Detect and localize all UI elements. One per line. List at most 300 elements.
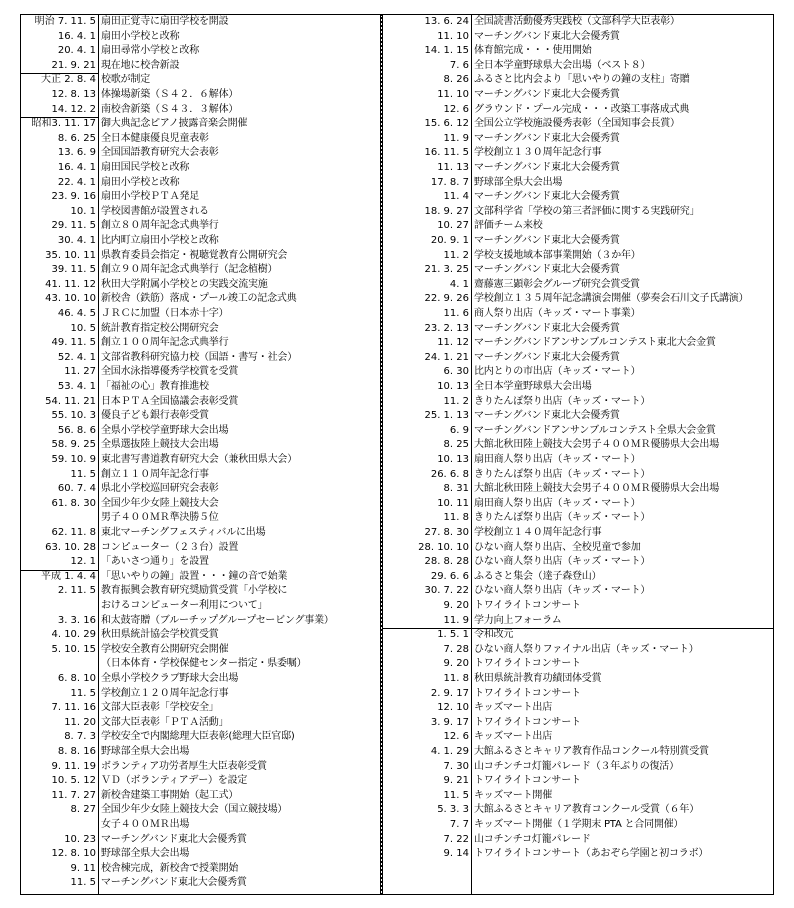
row-date: 7. 11. 16 bbox=[51, 702, 96, 714]
row-date: 2. 9. 17 bbox=[430, 687, 469, 699]
row-event: 扇田国民学校と改称 bbox=[101, 162, 190, 173]
history-row bbox=[21, 278, 380, 293]
row-event: 学校創立１４０周年記念行事 bbox=[474, 527, 602, 538]
row-date: 28. 10. 10 bbox=[418, 541, 469, 553]
row-date: 29. 6. 6 bbox=[430, 570, 469, 582]
history-row bbox=[21, 263, 380, 278]
history-row bbox=[383, 628, 773, 643]
row-event: 扇田商人祭り出店（キッズ・マート） bbox=[474, 454, 641, 465]
row-event: ひない商人祭り出店、全校児童で参加 bbox=[474, 541, 641, 553]
row-date: 11. 20 bbox=[64, 716, 96, 728]
row-event: 東北マーチングフェスティバルに出場 bbox=[101, 527, 266, 538]
row-date: 25. 1. 13 bbox=[424, 410, 469, 422]
row-date: 13. 6. 24 bbox=[424, 16, 469, 27]
history-row bbox=[383, 30, 773, 45]
history-row bbox=[383, 336, 773, 351]
history-row bbox=[383, 395, 773, 410]
history-row bbox=[383, 190, 773, 205]
history-row bbox=[21, 15, 380, 30]
history-row bbox=[383, 409, 773, 424]
row-event: 評価チーム来校 bbox=[474, 220, 543, 232]
row-event: 全県選抜陸上競技大会出場 bbox=[101, 439, 219, 451]
history-row bbox=[383, 774, 773, 789]
row-event: 優良子ども銀行表彰受賞 bbox=[101, 410, 209, 422]
row-event: マーチングバンド東北大会優秀賞 bbox=[474, 322, 620, 334]
row-event: 学力向上フォーラム bbox=[474, 614, 562, 626]
row-date: 3. 9. 17 bbox=[430, 716, 469, 728]
row-event: 新校舎建築工事開始（起工式） bbox=[101, 789, 239, 801]
history-row bbox=[21, 599, 380, 614]
history-row bbox=[21, 774, 380, 789]
row-event: マーチングバンド東北大会優秀賞 bbox=[474, 191, 620, 203]
row-event: 創立１１０周年記念行事 bbox=[101, 468, 209, 480]
row-event: マーチングバンド東北大会優秀賞 bbox=[474, 235, 620, 246]
row-event: 扇田尋常小学校と改称 bbox=[101, 45, 199, 57]
row-date: 11. 5 bbox=[70, 877, 96, 889]
history-row bbox=[383, 760, 773, 775]
row-event: 大館ふるさとキャリア教育コンクール受賞（６年） bbox=[474, 804, 699, 816]
history-row bbox=[383, 365, 773, 380]
row-event: マーチングバンド東北大会優秀賞 bbox=[474, 132, 620, 144]
row-event: キッズマート出店 bbox=[474, 731, 552, 743]
history-row bbox=[383, 15, 773, 30]
history-row bbox=[383, 73, 773, 88]
row-date: 8. 26 bbox=[443, 74, 469, 86]
row-event: 秋田大学附属小学校との実践交流実施 bbox=[101, 278, 268, 290]
row-date: 11. 8 bbox=[443, 673, 469, 684]
row-date: 26. 6. 8 bbox=[430, 468, 469, 480]
row-date: 8. 8. 16 bbox=[57, 746, 96, 757]
row-event: 県北小学校巡回研究会表彰 bbox=[101, 483, 219, 495]
era-separator bbox=[21, 117, 99, 118]
history-row bbox=[383, 789, 773, 804]
row-event: 全県小学校クラブ野球大会出場 bbox=[101, 673, 239, 684]
row-event: トワイライトコンサート bbox=[474, 687, 581, 699]
history-row bbox=[383, 117, 773, 132]
history-row bbox=[21, 424, 380, 439]
row-event: キッズマート出店 bbox=[474, 702, 552, 714]
row-event: 比内とりの市出店（キッズ・マート） bbox=[474, 366, 641, 378]
row-date: 21. 9. 21 bbox=[51, 59, 96, 71]
row-date: 11. 9 bbox=[443, 132, 469, 144]
history-row bbox=[383, 511, 773, 526]
history-row bbox=[383, 219, 773, 234]
history-row bbox=[21, 862, 380, 877]
row-event: 秋田県統計協会学校賞受賞 bbox=[101, 629, 219, 641]
row-event: 野球部全県大会出場 bbox=[101, 746, 190, 757]
history-row bbox=[383, 657, 773, 672]
history-row bbox=[21, 73, 380, 88]
history-row bbox=[383, 438, 773, 453]
row-date: 16. 4. 1 bbox=[57, 162, 96, 173]
history-row bbox=[21, 146, 380, 161]
row-date: 11. 27 bbox=[64, 366, 96, 378]
row-date: 6. 8. 10 bbox=[57, 673, 96, 684]
history-row bbox=[21, 234, 380, 249]
row-date: 16. 4. 1 bbox=[57, 30, 96, 42]
row-event: マーチングバンド東北大会優秀賞 bbox=[474, 410, 620, 422]
row-event: 文部省教科研究協力校（国語・書写・社会） bbox=[101, 351, 297, 363]
row-event: 学校図書館が設置される bbox=[101, 205, 209, 217]
history-row bbox=[383, 380, 773, 395]
row-date: 12. 1 bbox=[70, 556, 96, 568]
row-event: 女子４００ＭＲ出場 bbox=[101, 819, 190, 830]
history-row bbox=[21, 526, 380, 541]
row-event: きりたんぽ祭り出店（キッズ・マート） bbox=[474, 512, 651, 524]
row-date: 49. 11. 5 bbox=[51, 337, 96, 349]
history-row bbox=[21, 730, 380, 745]
row-date: 明治 7. 11. 5 bbox=[34, 16, 96, 27]
row-event: 全国水泳指導優秀学校賞を受賞 bbox=[101, 366, 239, 378]
row-event: 学校創立１３０周年記念行事 bbox=[474, 147, 602, 159]
row-date: 14. 12. 2 bbox=[51, 103, 96, 115]
history-row bbox=[21, 745, 380, 760]
row-date: 28. 8. 28 bbox=[424, 556, 469, 568]
row-date: 18. 9. 27 bbox=[424, 205, 469, 217]
row-date: 46. 4. 5 bbox=[57, 308, 96, 319]
row-date: 11. 6 bbox=[443, 308, 469, 319]
row-event: 学校支援地域本部事業開始（３か年） bbox=[474, 249, 641, 261]
history-row bbox=[21, 628, 380, 643]
history-row bbox=[21, 453, 380, 468]
row-date: 9. 21 bbox=[443, 775, 469, 787]
row-date: 11. 2 bbox=[443, 395, 469, 407]
row-event: ふるさと比内会より「思いやりの鐘の支柱」寄贈 bbox=[474, 74, 690, 86]
row-date: 12. 10 bbox=[437, 702, 469, 714]
row-event: 全日本学童野球県大会出場（ベスト８） bbox=[474, 59, 651, 71]
history-row bbox=[21, 88, 380, 103]
row-event: 県教育委員会指定・視聴覚教育公開研究会 bbox=[101, 249, 288, 261]
row-date: 43. 10. 10 bbox=[45, 293, 96, 305]
row-event: 日本ＰＴＡ全国協議会表彰受賞 bbox=[101, 395, 239, 407]
history-row bbox=[383, 249, 773, 264]
history-row bbox=[21, 30, 380, 45]
history-row bbox=[383, 263, 773, 278]
row-date: 7. 7 bbox=[449, 819, 469, 830]
history-row bbox=[21, 219, 380, 234]
history-row bbox=[383, 570, 773, 585]
row-date: 7. 6 bbox=[449, 59, 469, 71]
history-row bbox=[383, 424, 773, 439]
row-event: コンピューター（２３台）設置 bbox=[101, 541, 239, 553]
row-date: 9. 11 bbox=[70, 862, 96, 874]
row-event: 山コチンチコ灯籠パレード（３年ぶりの復活） bbox=[474, 760, 679, 772]
history-row bbox=[21, 541, 380, 556]
row-event: きりたんぽ祭り出店（キッズ・マート） bbox=[474, 395, 651, 407]
row-date: 14. 1. 15 bbox=[424, 45, 469, 57]
history-row bbox=[21, 292, 380, 307]
row-event: 令和改元 bbox=[474, 629, 514, 641]
row-event: 全国少年少女陸上競技大会（国立競技場） bbox=[101, 804, 288, 816]
row-date: 5. 10. 15 bbox=[51, 643, 96, 655]
row-event: トワイライトコンサート bbox=[474, 658, 581, 670]
row-date: 9. 11. 19 bbox=[51, 760, 96, 772]
row-event: 大館ふるさとキャリア教育作品コンクール特別賞受賞 bbox=[474, 746, 709, 757]
row-event: キッズマート開催 bbox=[474, 789, 552, 801]
row-date: 20. 4. 1 bbox=[57, 45, 96, 57]
row-date: 10. 5 bbox=[70, 322, 96, 334]
history-row bbox=[383, 701, 773, 716]
row-event: 秋田県統計教育功績団体受賞 bbox=[474, 673, 602, 684]
row-date: 昭和3. 11. 17 bbox=[31, 118, 96, 130]
row-event: マーチングバンド東北大会優秀賞 bbox=[474, 30, 620, 42]
history-row bbox=[21, 322, 380, 337]
history-row bbox=[21, 701, 380, 716]
row-date: 30. 7. 22 bbox=[424, 585, 469, 597]
row-date: 8. 27 bbox=[70, 804, 96, 816]
row-date: 58. 9. 25 bbox=[51, 439, 96, 451]
history-row bbox=[383, 292, 773, 307]
row-event: ひない商人祭りファイナル出店（キッズ・マート） bbox=[474, 643, 699, 655]
row-date: 8. 25 bbox=[443, 439, 469, 451]
history-row bbox=[383, 468, 773, 483]
history-row bbox=[383, 351, 773, 366]
row-date: 10. 1 bbox=[70, 205, 96, 217]
history-row bbox=[21, 336, 380, 351]
row-event: 全国公立学校施設優秀表彰（全国知事会長賞） bbox=[474, 118, 680, 130]
row-event: 全国読書活動優秀実践校（文部科学大臣表彰） bbox=[474, 16, 680, 27]
row-event: 御大典記念ピアノ披露音楽会開催 bbox=[101, 118, 248, 130]
row-date: 4. 1. 29 bbox=[430, 746, 469, 757]
history-row bbox=[383, 555, 773, 570]
row-date: 12. 6 bbox=[443, 103, 469, 115]
history-row bbox=[21, 847, 380, 862]
row-date: 10. 13 bbox=[437, 454, 469, 465]
history-row bbox=[383, 278, 773, 293]
row-date: 8. 7. 3 bbox=[64, 731, 96, 743]
row-date: 11. 2 bbox=[443, 249, 469, 261]
row-event: 全国少年少女陸上競技大会 bbox=[101, 497, 219, 509]
history-row bbox=[383, 687, 773, 702]
row-event: 野球部全県大会出場 bbox=[101, 848, 190, 860]
history-row bbox=[383, 176, 773, 191]
history-row bbox=[21, 760, 380, 775]
row-date: 平成 1. 4. 4 bbox=[41, 570, 96, 582]
history-row bbox=[21, 205, 380, 220]
row-event: マーチングバンド東北大会優秀賞 bbox=[474, 264, 620, 276]
row-event: 大館北秋田陸上競技大会男子４００ＭＲ優勝県大会出場 bbox=[474, 439, 719, 451]
row-date: 29. 11. 5 bbox=[51, 220, 96, 232]
row-date: 7. 22 bbox=[443, 833, 469, 845]
history-row bbox=[383, 161, 773, 176]
row-event: 全国国語教育研究大会表彰 bbox=[101, 147, 219, 159]
row-event: ＪＲＣに加盟（日本赤十字） bbox=[101, 308, 229, 319]
history-row bbox=[21, 380, 380, 395]
row-event: ボランティア功労者厚生大臣表彰受賞 bbox=[101, 760, 267, 772]
history-row bbox=[383, 146, 773, 161]
row-date: 11. 5 bbox=[70, 687, 96, 699]
row-event: 学校創立１３５周年記念講演会開催（夢奏会石川文子氏講演） bbox=[474, 293, 749, 305]
row-event: 体操場新築（Ｓ４２．６解体） bbox=[101, 89, 239, 100]
row-date: 56. 8. 6 bbox=[57, 424, 96, 436]
row-date: 10. 5. 12 bbox=[51, 775, 96, 787]
row-date: 30. 4. 1 bbox=[57, 235, 96, 246]
row-event: 学校創立１２０周年記念行事 bbox=[101, 687, 229, 699]
row-date: 12. 6 bbox=[443, 731, 469, 743]
row-date: 39. 11. 5 bbox=[51, 264, 96, 276]
row-date: 2. 11. 5 bbox=[57, 585, 96, 597]
row-date: 12. 8. 13 bbox=[51, 89, 96, 100]
row-date: 5. 3. 3 bbox=[437, 804, 469, 816]
row-date: 9. 20 bbox=[443, 658, 469, 670]
row-event: マーチングバンドアンサンブルコンテスト全県大会金賞 bbox=[474, 424, 716, 436]
row-event: 創立１００周年記念式典挙行 bbox=[101, 337, 229, 349]
row-event: 和太鼓寄贈（ブルーチップグループセービング事業） bbox=[101, 614, 334, 626]
history-row bbox=[21, 803, 380, 818]
row-event: 大館北秋田陸上競技大会男子４００ＭＲ優勝県大会出場 bbox=[474, 483, 719, 495]
row-date: 7. 30 bbox=[443, 760, 469, 772]
row-date: 21. 3. 25 bbox=[424, 264, 469, 276]
history-row bbox=[383, 205, 773, 220]
row-event: トワイライトコンサート bbox=[474, 600, 581, 611]
row-event: 東北書写書道教育研究大会（兼秋田県大会） bbox=[101, 454, 297, 465]
history-row bbox=[21, 789, 380, 804]
row-event: 扇田小学校と改称 bbox=[101, 176, 180, 188]
history-row bbox=[21, 438, 380, 453]
row-date: 8. 31 bbox=[443, 483, 469, 495]
row-event: 扇田商人祭り出店（キッズ・マート） bbox=[474, 497, 641, 509]
history-row bbox=[383, 643, 773, 658]
row-date: 35. 10. 11 bbox=[45, 249, 96, 261]
history-row bbox=[21, 482, 380, 497]
history-row bbox=[21, 614, 380, 629]
row-event: 文部大臣表彰「学校安全」 bbox=[101, 702, 219, 714]
history-row bbox=[383, 803, 773, 818]
row-event: 全日本学童野球県大会出場 bbox=[474, 381, 592, 392]
history-row bbox=[383, 730, 773, 745]
history-row bbox=[383, 132, 773, 147]
row-event: きりたんぽ祭り出店（キッズ・マート） bbox=[474, 468, 651, 480]
history-table-right bbox=[382, 14, 774, 895]
history-row bbox=[21, 44, 380, 59]
row-event: 体育館完成・・・使用開始 bbox=[474, 45, 592, 57]
row-event: 「あいさつ通り」を設置 bbox=[101, 556, 209, 568]
history-row bbox=[21, 584, 380, 599]
row-date: 15. 6. 12 bbox=[424, 118, 469, 130]
row-date: 10. 11 bbox=[437, 497, 469, 509]
row-event: 商人祭り出店（キッズ・マート事業） bbox=[474, 308, 641, 319]
row-date: 55. 10. 3 bbox=[51, 410, 96, 422]
row-event: 扇田正覚寺に扇田学校を開設 bbox=[101, 16, 229, 27]
history-row bbox=[21, 132, 380, 147]
era-separator bbox=[21, 570, 99, 571]
history-row bbox=[383, 745, 773, 760]
row-date: 22. 9. 26 bbox=[424, 293, 469, 305]
row-date: 11. 5 bbox=[70, 468, 96, 480]
row-event: トワイライトコンサート bbox=[474, 775, 581, 787]
row-date: 10. 27 bbox=[437, 220, 469, 232]
history-row bbox=[21, 103, 380, 118]
row-event: キッズマート開催（１学期末 PTA と合同開催） bbox=[474, 819, 684, 830]
history-row bbox=[383, 497, 773, 512]
row-date: 22. 4. 1 bbox=[57, 176, 96, 188]
history-row bbox=[21, 176, 380, 191]
history-row bbox=[383, 88, 773, 103]
history-row bbox=[21, 497, 380, 512]
history-row bbox=[383, 482, 773, 497]
row-event: （日本体育・学校保健センター指定・県委嘱） bbox=[101, 658, 307, 670]
row-event: 「思いやりの鐘」設置・・・鐘の音で始業 bbox=[101, 570, 288, 582]
row-event: 教育振興会教育研究奨励賞受賞「小学校に bbox=[101, 585, 288, 597]
history-row bbox=[21, 249, 380, 264]
history-row bbox=[21, 59, 380, 74]
history-row bbox=[383, 234, 773, 249]
history-row bbox=[21, 468, 380, 483]
history-row bbox=[21, 395, 380, 410]
row-event: 全県小学校学童野球大会出場 bbox=[101, 424, 229, 436]
row-event: 創立８０周年記念式典挙行 bbox=[101, 220, 219, 232]
row-event: 比内町立扇田小学校と改称 bbox=[101, 235, 219, 246]
row-event: 校舎棟完成，新校舎で授業開始 bbox=[101, 862, 239, 874]
row-event: 野球部全県大会出場 bbox=[474, 176, 563, 188]
row-date: 6. 9 bbox=[449, 424, 469, 436]
row-event: 「福祉の心」教育推進校 bbox=[101, 381, 209, 392]
row-date: 13. 6. 9 bbox=[57, 147, 96, 159]
row-event: おけるコンピューター利用について」 bbox=[101, 600, 268, 611]
row-date: 59. 10. 9 bbox=[51, 454, 96, 465]
row-event: マーチングバンド東北大会優秀賞 bbox=[474, 162, 620, 173]
row-event: マーチングバンド東北大会優秀賞 bbox=[101, 877, 247, 889]
row-date: 54. 11. 21 bbox=[45, 395, 96, 407]
row-date: 大正 2. 8. 4 bbox=[41, 74, 96, 86]
history-row bbox=[383, 584, 773, 599]
row-date: 11. 9 bbox=[443, 614, 469, 626]
row-date: 11. 10 bbox=[437, 30, 469, 42]
row-event: マーチングバンド東北大会優秀賞 bbox=[474, 351, 620, 363]
row-date: 6. 30 bbox=[443, 366, 469, 378]
row-date: 3. 3. 16 bbox=[57, 614, 96, 626]
row-event: 男子４００ＭＲ準決勝５位 bbox=[101, 512, 219, 524]
history-row bbox=[21, 511, 380, 526]
history-row bbox=[21, 161, 380, 176]
row-date: 12. 8. 10 bbox=[51, 848, 96, 860]
history-row bbox=[21, 672, 380, 687]
row-event: 現在地に校舎新設 bbox=[101, 59, 180, 71]
row-date: 4. 10. 29 bbox=[51, 629, 96, 641]
row-event: トワイライトコンサート（あおぞら学園と初コラボ） bbox=[474, 848, 709, 860]
history-row bbox=[383, 862, 773, 877]
history-row bbox=[21, 833, 380, 848]
history-row bbox=[383, 672, 773, 687]
history-row bbox=[21, 657, 380, 672]
row-date: 11. 7. 27 bbox=[51, 789, 96, 801]
row-event: マーチングバンド東北大会優秀賞 bbox=[474, 89, 620, 100]
history-row bbox=[21, 555, 380, 570]
era-separator bbox=[21, 73, 99, 74]
history-row bbox=[21, 365, 380, 380]
row-event: ひない商人祭り出店（キッズ・マート） bbox=[474, 556, 651, 568]
row-date: 9. 14 bbox=[443, 848, 469, 860]
history-row bbox=[383, 453, 773, 468]
history-row bbox=[383, 818, 773, 833]
row-event: 創立９０周年記念式典挙行（記念植樹） bbox=[101, 264, 278, 276]
history-row bbox=[21, 818, 380, 833]
row-event: 学校安全教育公開研究会開催 bbox=[101, 643, 229, 655]
history-row bbox=[21, 716, 380, 731]
history-row bbox=[383, 716, 773, 731]
row-event: トワイライトコンサート bbox=[474, 716, 581, 728]
row-event: 文部大臣表彰「ＰＴＡ活動」 bbox=[101, 716, 229, 728]
history-row bbox=[21, 687, 380, 702]
history-row bbox=[383, 526, 773, 541]
row-event: マーチングバンド東北大会優秀賞 bbox=[101, 833, 247, 845]
row-date: 27. 8. 30 bbox=[424, 527, 469, 538]
row-date: 7. 28 bbox=[443, 643, 469, 655]
row-event: 新校舎（鉄筋）落成・プール竣工の記念式典 bbox=[101, 293, 297, 305]
row-date: 61. 8. 30 bbox=[51, 497, 96, 509]
era-separator bbox=[383, 628, 773, 629]
row-event: 学校安全で内閣総理大臣表彰(総理大臣官邸) bbox=[101, 731, 295, 743]
